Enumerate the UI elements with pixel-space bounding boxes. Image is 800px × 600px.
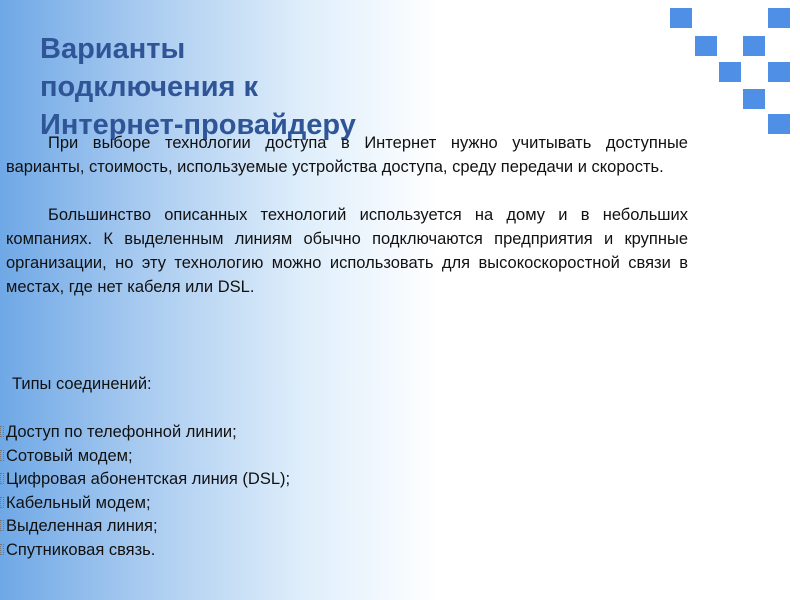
list-item xyxy=(0,421,290,445)
title-line-2: подключения к xyxy=(40,71,259,103)
list-item xyxy=(0,515,290,539)
deco-square xyxy=(768,62,790,82)
list-item-text: Спутниковая связь. xyxy=(6,540,156,559)
list-item xyxy=(0,492,290,516)
bullet-icon xyxy=(0,497,4,508)
title-line-1: Варианты xyxy=(40,33,186,65)
list-item-text: Кабельный модем; xyxy=(6,493,151,512)
deco-square xyxy=(719,62,741,82)
slide-title xyxy=(40,30,460,144)
bullet-icon xyxy=(0,450,4,461)
bullet-icon xyxy=(0,473,4,484)
deco-square xyxy=(743,36,765,56)
connection-types-heading: Типы соединений: xyxy=(12,375,152,393)
list-item xyxy=(0,468,290,492)
list-item xyxy=(0,539,290,563)
deco-square xyxy=(743,89,765,109)
deco-square xyxy=(670,8,692,28)
list-item-text: Выделенная линия; xyxy=(6,517,158,535)
deco-square xyxy=(695,36,717,56)
body-text xyxy=(6,131,688,299)
list-item xyxy=(0,445,290,469)
deco-square xyxy=(768,114,790,134)
bullet-icon xyxy=(0,520,4,531)
deco-square xyxy=(768,8,790,28)
title-line-3: Интернет-провайдеру xyxy=(40,109,356,141)
paragraph-1: При выборе технологии доступа в Интернет нужно учитывать доступные варианты, стоимость, используемые устройства доступа, среду передачи и скорость. xyxy=(6,134,688,176)
list-item-text: Доступ по телефонной линии; xyxy=(6,423,237,441)
list-item-text: Сотовый модем; xyxy=(6,446,133,465)
bullet-icon xyxy=(0,426,4,437)
paragraph-2: Большинство описанных технологий используется на дому и в небольших компаниях. К выделенным линиям обычно подключаются предприятия и крупные организации, но эту технологию можно использовать для высокоскоростной связи в местах, где нет кабеля или DSL. xyxy=(6,206,688,296)
bullet-icon xyxy=(0,544,4,555)
list-item-text: Цифровая абонентская линия (DSL); xyxy=(6,470,291,488)
connection-types-list xyxy=(0,421,290,562)
